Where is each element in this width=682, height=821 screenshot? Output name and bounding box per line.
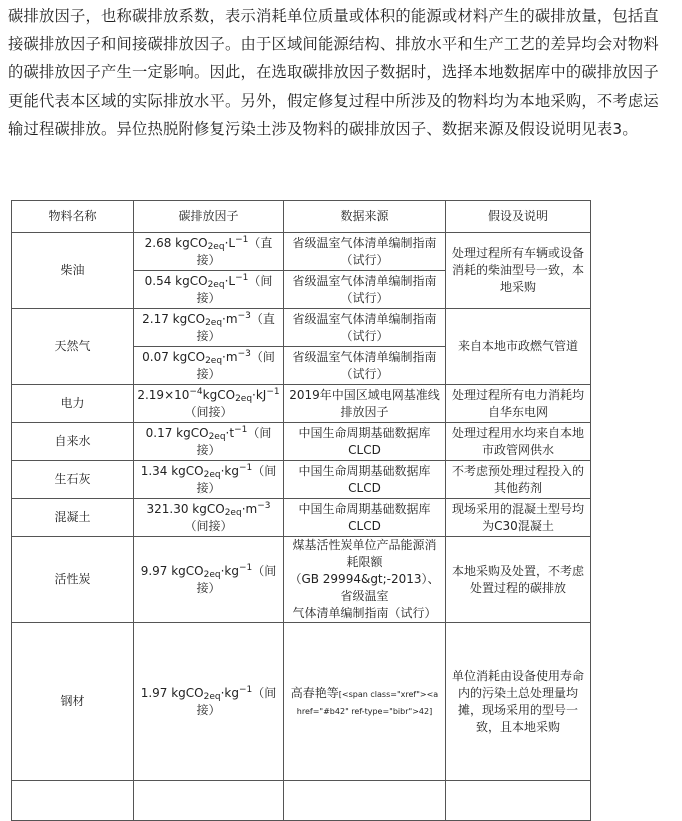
header-assumption: 假设及说明 [446,201,591,233]
source-cell: 省级温室气体清单编制指南（试行） [284,233,446,271]
assumption-cell: 单位消耗由设备使用寿命内的污染土总处理量均摊，现场采用的型号一致，且本地采购 [446,623,591,781]
empty-cell [446,781,591,821]
factor-cell: $2.19\times 10^{-4}kgCO_{2eq}\cdot kJ^{-1}$ （间接） [134,385,284,423]
factor-cell: 2.17 $kgCO_{2eq}\cdot m^{-3}$（直接） [134,309,284,347]
empty-cell [12,781,134,821]
factor-cell: 1.97 $kgCO_{2eq}\cdot kg^{-1}$（间接） [134,623,284,781]
material-name: 柴油 [12,233,134,309]
material-name: 混凝土 [12,499,134,537]
header-factor: 碳排放因子 [134,201,284,233]
factor-cell: 1.34 $kgCO_{2eq}\cdot kg^{-1}$（间接） [134,461,284,499]
source-cell: 省级温室气体清单编制指南（试行） [284,309,446,347]
material-name: 电力 [12,385,134,423]
factor-cell: 0.07 $kgCO_{2eq}\cdot m^{-3}$（间接） [134,347,284,385]
material-name: 自来水 [12,423,134,461]
table-row [12,309,591,347]
material-name: 活性炭 [12,537,134,623]
source-cell: 煤基活性炭单位产品能源消耗限额 （GB 29994&gt;-2013）、省级温室 气体清单编制指南（试行） [284,537,446,623]
factor-cell: 2.68 $kgCO_{2eq}\cdot L^{-1}$（直接） [134,233,284,271]
assumption-cell: 处理过程所有电力消耗均自华东电网 [446,385,591,423]
empty-cell [134,781,284,821]
factor-cell: 9.97 $kgCO_{2eq}\cdot kg^{-1}$（间接） [134,537,284,623]
table-row [12,499,591,537]
material-name: 钢材 [12,623,134,781]
assumption-cell: 本地采购及处置，不考虑处置过程的碳排放 [446,537,591,623]
factor-cell: 0.17 $kgCO_{2eq}\cdot t^{-1}$（间接） [134,423,284,461]
carbon-factor-table [11,200,591,821]
table-row [12,461,591,499]
factor-cell: 321.30 $kgCO_{2eq}\cdot m^{-3}$（间接） [134,499,284,537]
source-cell: 省级温室气体清单编制指南（试行） [284,347,446,385]
source-cell: 中国生命周期基础数据库CLCD [284,423,446,461]
table-row [12,233,591,271]
assumption-cell: 不考虑预处理过程投入的其他药剂 [446,461,591,499]
intro-paragraph: 碳排放因子，也称碳排放系数，表示消耗单位质量或体积的能源或材料产生的碳排放量，包括直接碳排放因子和间接碳排放因子。由于区域间能源结构、排放水平和生产工艺的差异均会对物料的碳排放因子产生一定影响。因此，在选取碳排放因子数据时，选择本地数据库中的碳排放因子更能代表本区域的实际排放水平。另外，假定修复过程中所涉及的物料均为本地采购，不考虑运输过程碳排放。异位热脱附修复污染土涉及物料的碳排放因子、数据来源及假设说明见表3。 [8,7,659,138]
table-row [12,623,591,781]
table-row [12,423,591,461]
table-row [12,537,591,623]
source-cell: 高春艳等[<span class="xref"><a href="#b42" ref-type="bibr">42] [284,623,446,781]
assumption-cell: 来自本地市政燃气管道 [446,309,591,385]
header-source: 数据来源 [284,201,446,233]
table-row [12,781,591,821]
material-name: 天然气 [12,309,134,385]
source-cell: 中国生命周期基础数据库CLCD [284,461,446,499]
material-name: 生石灰 [12,461,134,499]
source-cell: 中国生命周期基础数据库CLCD [284,499,446,537]
table-row [12,385,591,423]
assumption-cell: 处理过程所有车辆或设备消耗的柴油型号一致，本地采购 [446,233,591,309]
assumption-cell: 处理过程用水均来自本地市政管网供水 [446,423,591,461]
table-header-row [12,201,591,233]
header-material: 物料名称 [12,201,134,233]
empty-cell [284,781,446,821]
source-cell: 省级温室气体清单编制指南（试行） [284,271,446,309]
assumption-cell: 现场采用的混凝土型号均为C30混凝土 [446,499,591,537]
source-cell: 2019年中国区域电网基准线排放因子 [284,385,446,423]
factor-cell: 0.54 $kgCO_{2eq}\cdot L^{-1}$（间接） [134,271,284,309]
citation-tag: [<span class="xref"><a href="#b42" ref-type="bibr">42] [296,689,439,716]
